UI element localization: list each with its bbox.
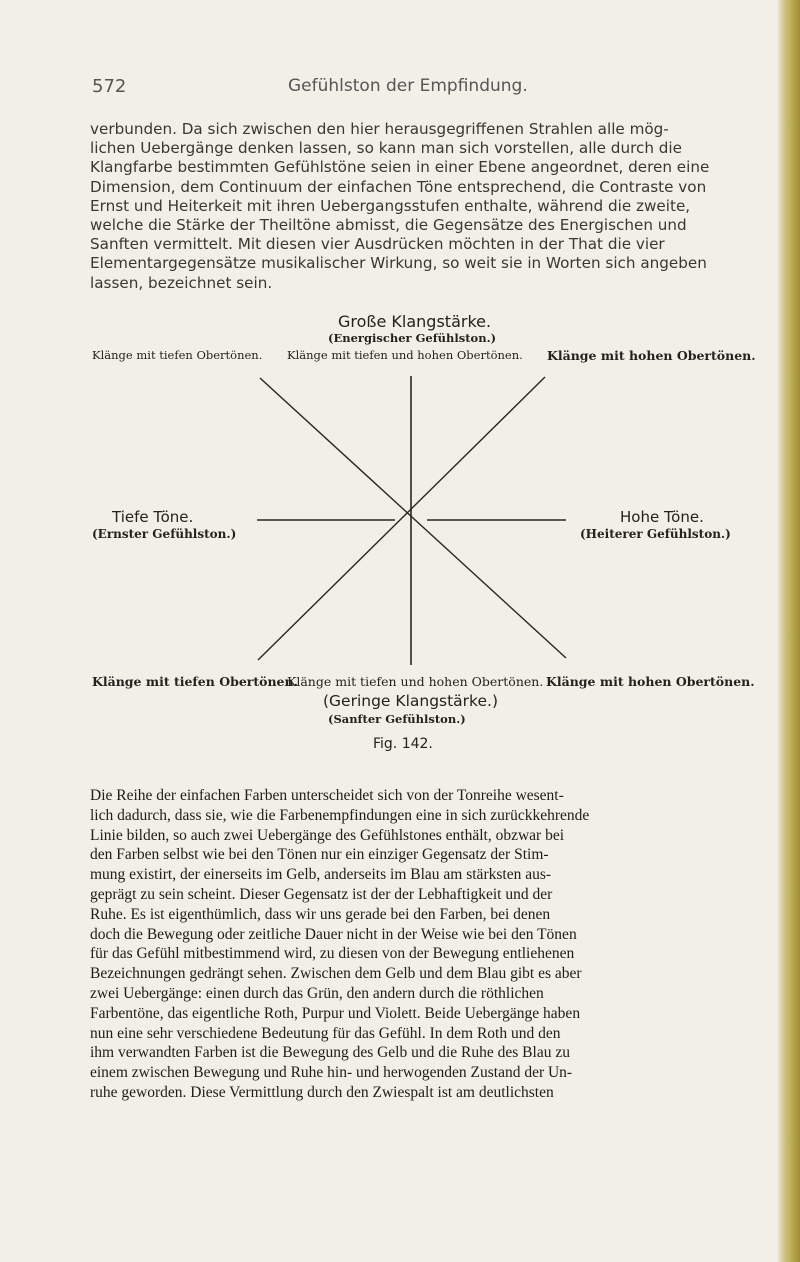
running-title: Gefühlston der Empfindung.: [288, 76, 528, 96]
text-line: ihm verwandten Farben ist die Bewegung des Gelb und die Ruhe des Blau zu: [90, 1044, 570, 1062]
text-line: Bezeichnungen gedrängt sehen. Zwischen dem Gelb und dem Blau gibt es aber: [90, 965, 582, 983]
label-bottom-center: Klänge mit tiefen und hohen Obertönen.: [287, 674, 544, 689]
label-top-right: Klänge mit hohen Obertönen.: [547, 348, 756, 363]
label-left-title: Tiefe Töne.: [112, 508, 194, 526]
label-top-center: Klänge mit tiefen und hohen Obertönen.: [287, 348, 523, 362]
text-line: geprägt zu sein scheint. Dieser Gegensatz ist der der Lebhaftigkeit und der: [90, 885, 553, 903]
label-left-subtitle: (Ernster Gefühlston.): [92, 527, 237, 541]
text-line: Klangfarbe bestimmten Gefühlstöne seien in einer Ebene angeordnet, deren eine: [90, 158, 710, 177]
text-line: Farbentöne, das eigentliche Roth, Purpur und Violett. Beide Uebergänge haben: [90, 1004, 581, 1022]
figure-caption: Fig. 142.: [373, 736, 433, 752]
text-line: zwei Uebergänge: einen durch das Grün, den andern durch die röthlichen: [90, 984, 544, 1002]
text-line: Linie bilden, so auch zwei Uebergänge des Gefühlstones enthält, obzwar bei: [90, 826, 565, 844]
text-line: nun eine sehr verschiedene Bedeutung für das Gefühl. In dem Roth und den: [90, 1024, 561, 1042]
text-line: Elementargegensätze musikalischer Wirkung, so weit sie in Worten sich angeben: [90, 254, 707, 273]
text-line: verbunden. Da sich zwischen den hier herausgegriffenen Strahlen alle mög-: [90, 120, 669, 138]
label-bottom-left: Klänge mit tiefen Obertönen.: [92, 674, 298, 689]
figure-top-title: Große Klangstärke.: [338, 312, 492, 331]
text-line: Sanften vermittelt. Mit diesen vier Ausdrücken möchten in der That die vier: [90, 235, 665, 254]
text-line: Ruhe. Es ist eigenthümlich, dass wir uns gerade bei den Farben, bei denen: [90, 905, 551, 923]
text-line: lassen, bezeichnet sein.: [90, 273, 273, 292]
text-line: für das Gefühl mitbestimmend wird, zu diesen von der Bewegung entliehenen: [90, 945, 575, 963]
page-edge-shadow: [778, 0, 800, 1262]
text-line: mung existirt, der einerseits im Gelb, anderseits im Blau am stärksten aus-: [90, 866, 552, 884]
diagonal-top-left-to-bottom-right: [260, 378, 566, 658]
diagonal-top-right-to-bottom-left: [258, 377, 545, 660]
paragraph-2: [90, 786, 740, 1103]
text-line: lich dadurch, dass sie, wie die Farbenempfindungen eine in sich zurückkehrende: [90, 806, 590, 824]
text-line: welche die Stärke der Theiltöne abmisst, die Gegensätze des Energischen und: [90, 215, 687, 234]
text-line: Die Reihe der einfachen Farben unterscheidet sich von der Tonreihe wesent-: [90, 787, 564, 804]
text-line: lichen Uebergänge denken lassen, so kann man sich vorstellen, alle durch die: [90, 139, 682, 158]
paragraph-1: [90, 120, 740, 293]
page-header: [92, 74, 782, 104]
label-right-title: Hohe Töne.: [620, 508, 704, 526]
text-line: ruhe geworden. Diese Vermittlung durch den Zwiespalt ist am deutlichsten: [90, 1083, 554, 1101]
text-line: Dimension, dem Continuum der einfachen Töne entsprechend, die Contraste von: [90, 177, 707, 196]
figure-bottom-subtitle: (Sanfter Gefühlston.): [328, 712, 466, 726]
figure-bottom-title: (Geringe Klangstärke.): [323, 692, 498, 710]
text-line: einem zwischen Bewegung und Ruhe hin- und herwogenden Zustand der Un-: [90, 1064, 573, 1082]
label-top-left: Klänge mit tiefen Obertönen.: [92, 348, 263, 362]
page-number: 572: [92, 76, 127, 97]
label-right-subtitle: (Heiterer Gefühlston.): [580, 527, 731, 541]
label-bottom-right: Klänge mit hohen Obertönen.: [546, 674, 755, 689]
text-line: doch die Bewegung oder zeitliche Dauer nicht in der Weise wie bei den Tönen: [90, 925, 577, 943]
text-line: Ernst und Heiterkeit mit ihren Uebergangsstufen enthalte, während die zweite,: [90, 196, 691, 215]
figure-top-subtitle: (Energischer Gefühlston.): [328, 331, 497, 345]
text-line: den Farben selbst wie bei den Tönen nur ein einziger Gegensatz der Stim-: [90, 846, 549, 864]
